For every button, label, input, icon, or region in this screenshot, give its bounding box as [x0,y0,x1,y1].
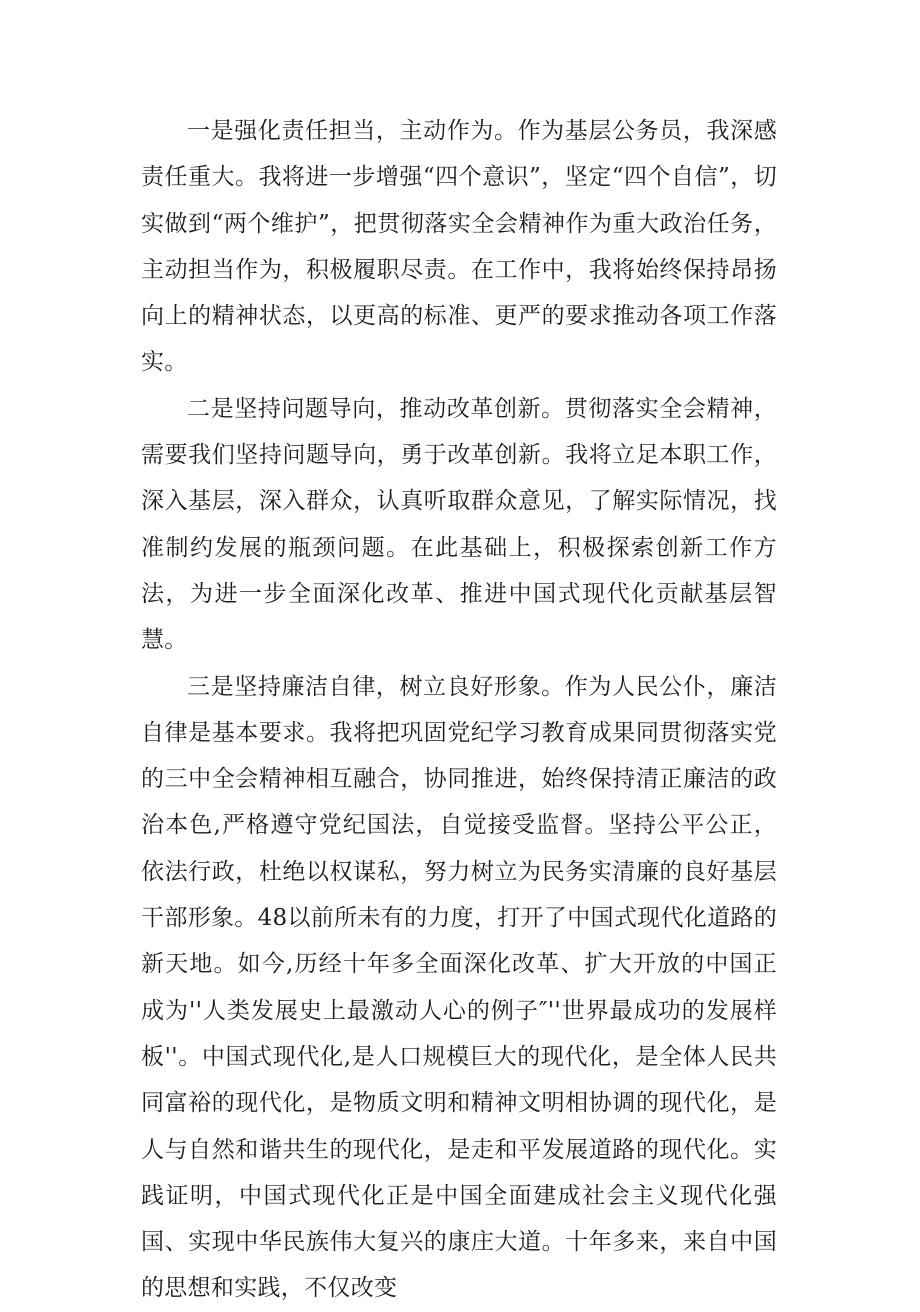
document-body [141,108,777,1312]
paragraph-2: 二是坚持问题导向，推动改革创新。贯彻落实全会精神，需要我们坚持问题导向，勇于改革创新。我将立足本职工作，深入基层，深入群众，认真听取群众意见，了解实际情况，找准制约发展的瓶颈问题。在此基础上，积极探索创新工作方法，为进一步全面深化改革、推进中国式现代化贡献基层智慧。 [141,395,777,654]
paragraph-3: 三是坚持廉洁自律，树立良好形象。作为人民公仆，廉洁自律是基本要求。我将把巩固党纪学习教育成果同贯彻落实党的三中全会精神相互融合，协同推进，始终保持清正廉洁的政治本色,严格遵守党纪国法，自觉接受监督。坚持公平公正，依法行政，杜绝以权谋私，努力树立为民务实清廉的良好基层干部形象。48以前所未有的力度，打开了中国式现代化道路的新天地。如今,历经十年多全面深化改革、扩大开放的中国正成为''人类发展史上最激动人心的例子″''世界最成功的发展样板''。中国式现代化,是人口规模巨大的现代化，是全体人民共同富裕的现代化，是物质文明和精神文明相协调的现代化，是人与自然和谐共生的现代化，是走和平发展道路的现代化。实践证明，中国式现代化正是中国全面建成社会主义现代化强国、实现中华民族伟大复兴的康庄大道。十年多来，来自中国的思想和实践，不仅改变 [141,673,777,1302]
paragraph-1: 一是强化责任担当，主动作为。作为基层公务员，我深感责任重大。我将进一步增强“四个意识”，坚定“四个自信”，切实做到“两个维护”，把贯彻落实全会精神作为重大政治任务，主动担当作为，积极履职尽责。在工作中，我将始终保持昂扬向上的精神状态，以更高的标准、更严的要求推动各项工作落实。 [141,118,777,376]
